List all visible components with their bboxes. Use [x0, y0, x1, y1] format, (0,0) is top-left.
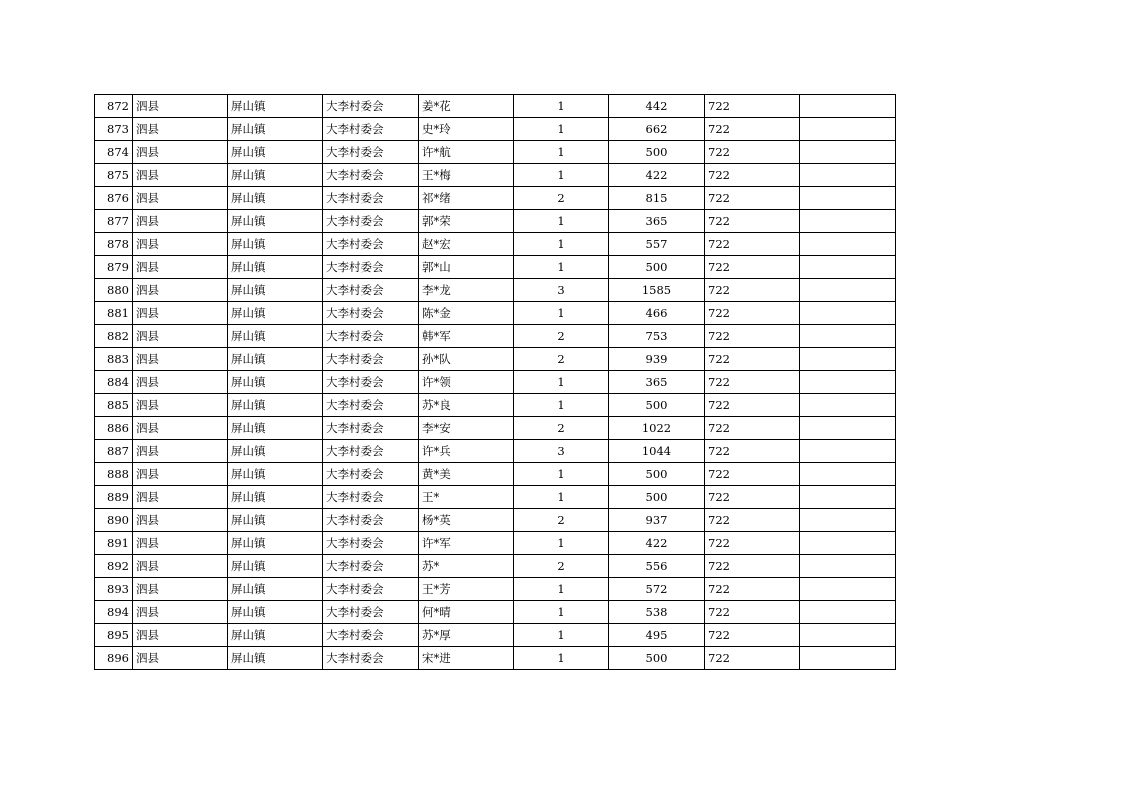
count-cell: 1: [514, 233, 609, 256]
town-cell: 屏山镇: [228, 256, 323, 279]
town-cell: 屏山镇: [228, 555, 323, 578]
county-cell: 泗县: [133, 578, 228, 601]
count-cell: 2: [514, 325, 609, 348]
table-row: [95, 394, 896, 417]
village-cell: 大李村委会: [323, 233, 419, 256]
name-cell: 王*梅: [419, 164, 514, 187]
town-cell: 屏山镇: [228, 394, 323, 417]
count-cell: 1: [514, 624, 609, 647]
note-cell: [800, 325, 896, 348]
table-row: [95, 302, 896, 325]
row-number-cell: 885: [95, 394, 133, 417]
row-number-cell: 894: [95, 601, 133, 624]
town-cell: 屏山镇: [228, 509, 323, 532]
count-cell: 3: [514, 279, 609, 302]
code-cell: 722: [705, 532, 800, 555]
village-cell: 大李村委会: [323, 624, 419, 647]
table-row: [95, 233, 896, 256]
note-cell: [800, 164, 896, 187]
county-cell: 泗县: [133, 463, 228, 486]
name-cell: 赵*宏: [419, 233, 514, 256]
row-number-cell: 880: [95, 279, 133, 302]
code-cell: 722: [705, 486, 800, 509]
town-cell: 屏山镇: [228, 371, 323, 394]
count-cell: 2: [514, 417, 609, 440]
town-cell: 屏山镇: [228, 164, 323, 187]
row-number-cell: 879: [95, 256, 133, 279]
row-number-cell: 883: [95, 348, 133, 371]
town-cell: 屏山镇: [228, 348, 323, 371]
table-row: [95, 210, 896, 233]
count-cell: 1: [514, 164, 609, 187]
note-cell: [800, 348, 896, 371]
note-cell: [800, 440, 896, 463]
county-cell: 泗县: [133, 486, 228, 509]
name-cell: 姜*花: [419, 95, 514, 118]
code-cell: 722: [705, 647, 800, 670]
row-number-cell: 874: [95, 141, 133, 164]
name-cell: 许*领: [419, 371, 514, 394]
town-cell: 屏山镇: [228, 440, 323, 463]
note-cell: [800, 187, 896, 210]
count-cell: 1: [514, 601, 609, 624]
county-cell: 泗县: [133, 624, 228, 647]
village-cell: 大李村委会: [323, 348, 419, 371]
village-cell: 大李村委会: [323, 578, 419, 601]
amount-cell: 815: [609, 187, 705, 210]
amount-cell: 500: [609, 394, 705, 417]
table-row: [95, 532, 896, 555]
village-cell: 大李村委会: [323, 118, 419, 141]
count-cell: 2: [514, 509, 609, 532]
village-cell: 大李村委会: [323, 394, 419, 417]
code-cell: 722: [705, 509, 800, 532]
village-cell: 大李村委会: [323, 532, 419, 555]
note-cell: [800, 394, 896, 417]
town-cell: 屏山镇: [228, 532, 323, 555]
amount-cell: 422: [609, 164, 705, 187]
village-cell: 大李村委会: [323, 141, 419, 164]
county-cell: 泗县: [133, 187, 228, 210]
note-cell: [800, 647, 896, 670]
town-cell: 屏山镇: [228, 187, 323, 210]
town-cell: 屏山镇: [228, 210, 323, 233]
note-cell: [800, 463, 896, 486]
town-cell: 屏山镇: [228, 624, 323, 647]
code-cell: 722: [705, 141, 800, 164]
town-cell: 屏山镇: [228, 647, 323, 670]
county-cell: 泗县: [133, 647, 228, 670]
count-cell: 1: [514, 486, 609, 509]
village-cell: 大李村委会: [323, 440, 419, 463]
amount-cell: 572: [609, 578, 705, 601]
code-cell: 722: [705, 463, 800, 486]
name-cell: 苏*良: [419, 394, 514, 417]
town-cell: 屏山镇: [228, 233, 323, 256]
code-cell: 722: [705, 279, 800, 302]
count-cell: 1: [514, 95, 609, 118]
note-cell: [800, 624, 896, 647]
code-cell: 722: [705, 256, 800, 279]
name-cell: 苏*厚: [419, 624, 514, 647]
county-cell: 泗县: [133, 164, 228, 187]
table-row: [95, 279, 896, 302]
note-cell: [800, 118, 896, 141]
note-cell: [800, 486, 896, 509]
name-cell: 苏*: [419, 555, 514, 578]
town-cell: 屏山镇: [228, 486, 323, 509]
name-cell: 黄*美: [419, 463, 514, 486]
count-cell: 1: [514, 371, 609, 394]
code-cell: 722: [705, 325, 800, 348]
village-cell: 大李村委会: [323, 256, 419, 279]
note-cell: [800, 417, 896, 440]
amount-cell: 500: [609, 256, 705, 279]
table-row: [95, 647, 896, 670]
code-cell: 722: [705, 417, 800, 440]
name-cell: 李*安: [419, 417, 514, 440]
village-cell: 大李村委会: [323, 210, 419, 233]
code-cell: 722: [705, 555, 800, 578]
name-cell: 王*: [419, 486, 514, 509]
code-cell: 722: [705, 95, 800, 118]
county-cell: 泗县: [133, 118, 228, 141]
county-cell: 泗县: [133, 509, 228, 532]
amount-cell: 1022: [609, 417, 705, 440]
town-cell: 屏山镇: [228, 141, 323, 164]
town-cell: 屏山镇: [228, 463, 323, 486]
row-number-cell: 881: [95, 302, 133, 325]
village-cell: 大李村委会: [323, 302, 419, 325]
count-cell: 1: [514, 578, 609, 601]
code-cell: 722: [705, 187, 800, 210]
row-number-cell: 887: [95, 440, 133, 463]
count-cell: 3: [514, 440, 609, 463]
village-cell: 大李村委会: [323, 371, 419, 394]
county-cell: 泗县: [133, 417, 228, 440]
village-cell: 大李村委会: [323, 325, 419, 348]
amount-cell: 466: [609, 302, 705, 325]
table-row: [95, 95, 896, 118]
count-cell: 2: [514, 187, 609, 210]
code-cell: 722: [705, 210, 800, 233]
name-cell: 郭*山: [419, 256, 514, 279]
town-cell: 屏山镇: [228, 578, 323, 601]
amount-cell: 365: [609, 371, 705, 394]
town-cell: 屏山镇: [228, 601, 323, 624]
amount-cell: 500: [609, 647, 705, 670]
name-cell: 郭*荣: [419, 210, 514, 233]
name-cell: 孙*队: [419, 348, 514, 371]
code-cell: 722: [705, 348, 800, 371]
amount-cell: 365: [609, 210, 705, 233]
row-number-cell: 890: [95, 509, 133, 532]
row-number-cell: 876: [95, 187, 133, 210]
amount-cell: 442: [609, 95, 705, 118]
table-row: [95, 509, 896, 532]
town-cell: 屏山镇: [228, 325, 323, 348]
row-number-cell: 882: [95, 325, 133, 348]
row-number-cell: 888: [95, 463, 133, 486]
row-number-cell: 896: [95, 647, 133, 670]
table-row: [95, 463, 896, 486]
amount-cell: 937: [609, 509, 705, 532]
count-cell: 1: [514, 210, 609, 233]
note-cell: [800, 233, 896, 256]
name-cell: 许*航: [419, 141, 514, 164]
county-cell: 泗县: [133, 555, 228, 578]
table-row: [95, 555, 896, 578]
town-cell: 屏山镇: [228, 417, 323, 440]
count-cell: 1: [514, 141, 609, 164]
row-number-cell: 884: [95, 371, 133, 394]
count-cell: 1: [514, 256, 609, 279]
code-cell: 722: [705, 394, 800, 417]
name-cell: 许*军: [419, 532, 514, 555]
name-cell: 杨*英: [419, 509, 514, 532]
code-cell: 722: [705, 371, 800, 394]
code-cell: 722: [705, 624, 800, 647]
note-cell: [800, 601, 896, 624]
table-row: [95, 325, 896, 348]
town-cell: 屏山镇: [228, 279, 323, 302]
count-cell: 1: [514, 647, 609, 670]
village-cell: 大李村委会: [323, 509, 419, 532]
county-cell: 泗县: [133, 348, 228, 371]
row-number-cell: 892: [95, 555, 133, 578]
county-cell: 泗县: [133, 440, 228, 463]
village-cell: 大李村委会: [323, 463, 419, 486]
note-cell: [800, 578, 896, 601]
village-cell: 大李村委会: [323, 95, 419, 118]
amount-cell: 939: [609, 348, 705, 371]
county-cell: 泗县: [133, 394, 228, 417]
name-cell: 何*晴: [419, 601, 514, 624]
count-cell: 1: [514, 532, 609, 555]
table-row: [95, 118, 896, 141]
village-cell: 大李村委会: [323, 187, 419, 210]
row-number-cell: 889: [95, 486, 133, 509]
note-cell: [800, 210, 896, 233]
county-cell: 泗县: [133, 95, 228, 118]
note-cell: [800, 371, 896, 394]
count-cell: 1: [514, 463, 609, 486]
amount-cell: 1585: [609, 279, 705, 302]
county-cell: 泗县: [133, 325, 228, 348]
count-cell: 1: [514, 302, 609, 325]
name-cell: 李*龙: [419, 279, 514, 302]
amount-cell: 500: [609, 141, 705, 164]
note-cell: [800, 256, 896, 279]
amount-cell: 495: [609, 624, 705, 647]
town-cell: 屏山镇: [228, 95, 323, 118]
village-cell: 大李村委会: [323, 164, 419, 187]
town-cell: 屏山镇: [228, 118, 323, 141]
table-row: [95, 440, 896, 463]
code-cell: 722: [705, 578, 800, 601]
code-cell: 722: [705, 164, 800, 187]
code-cell: 722: [705, 302, 800, 325]
count-cell: 1: [514, 118, 609, 141]
county-cell: 泗县: [133, 601, 228, 624]
amount-cell: 500: [609, 463, 705, 486]
county-cell: 泗县: [133, 302, 228, 325]
amount-cell: 556: [609, 555, 705, 578]
note-cell: [800, 302, 896, 325]
village-cell: 大李村委会: [323, 601, 419, 624]
county-cell: 泗县: [133, 279, 228, 302]
county-cell: 泗县: [133, 233, 228, 256]
row-number-cell: 878: [95, 233, 133, 256]
note-cell: [800, 532, 896, 555]
row-number-cell: 877: [95, 210, 133, 233]
row-number-cell: 893: [95, 578, 133, 601]
village-cell: 大李村委会: [323, 555, 419, 578]
amount-cell: 1044: [609, 440, 705, 463]
data-table: [94, 94, 896, 670]
name-cell: 祁*绪: [419, 187, 514, 210]
county-cell: 泗县: [133, 256, 228, 279]
note-cell: [800, 279, 896, 302]
table-row: [95, 348, 896, 371]
village-cell: 大李村委会: [323, 417, 419, 440]
amount-cell: 662: [609, 118, 705, 141]
count-cell: 2: [514, 348, 609, 371]
code-cell: 722: [705, 440, 800, 463]
amount-cell: 538: [609, 601, 705, 624]
code-cell: 722: [705, 118, 800, 141]
code-cell: 722: [705, 601, 800, 624]
table-row: [95, 256, 896, 279]
table-row: [95, 578, 896, 601]
row-number-cell: 873: [95, 118, 133, 141]
table-row: [95, 486, 896, 509]
note-cell: [800, 141, 896, 164]
table-row: [95, 164, 896, 187]
row-number-cell: 886: [95, 417, 133, 440]
table-row: [95, 371, 896, 394]
row-number-cell: 895: [95, 624, 133, 647]
note-cell: [800, 555, 896, 578]
amount-cell: 422: [609, 532, 705, 555]
table-row: [95, 601, 896, 624]
table-row: [95, 141, 896, 164]
name-cell: 陈*金: [419, 302, 514, 325]
code-cell: 722: [705, 233, 800, 256]
note-cell: [800, 95, 896, 118]
row-number-cell: 872: [95, 95, 133, 118]
count-cell: 2: [514, 555, 609, 578]
name-cell: 韩*军: [419, 325, 514, 348]
name-cell: 许*兵: [419, 440, 514, 463]
row-number-cell: 875: [95, 164, 133, 187]
county-cell: 泗县: [133, 371, 228, 394]
county-cell: 泗县: [133, 210, 228, 233]
village-cell: 大李村委会: [323, 279, 419, 302]
table-body: [95, 95, 896, 670]
note-cell: [800, 509, 896, 532]
village-cell: 大李村委会: [323, 647, 419, 670]
count-cell: 1: [514, 394, 609, 417]
name-cell: 史*玲: [419, 118, 514, 141]
county-cell: 泗县: [133, 141, 228, 164]
table-row: [95, 624, 896, 647]
name-cell: 王*芳: [419, 578, 514, 601]
table-row: [95, 187, 896, 210]
table-row: [95, 417, 896, 440]
town-cell: 屏山镇: [228, 302, 323, 325]
name-cell: 宋*进: [419, 647, 514, 670]
village-cell: 大李村委会: [323, 486, 419, 509]
amount-cell: 753: [609, 325, 705, 348]
county-cell: 泗县: [133, 532, 228, 555]
amount-cell: 557: [609, 233, 705, 256]
amount-cell: 500: [609, 486, 705, 509]
row-number-cell: 891: [95, 532, 133, 555]
